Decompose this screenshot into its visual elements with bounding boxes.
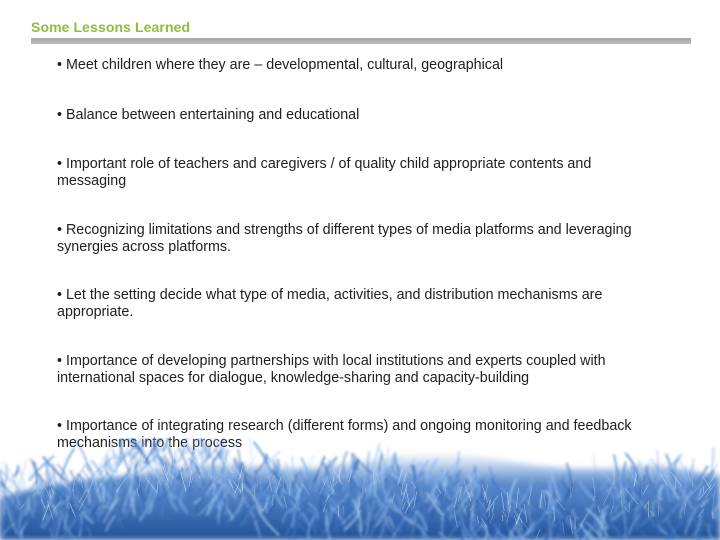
title-divider (31, 38, 691, 44)
bullet-text-line: • Meet children where they are – developmental, cultural, geographical (57, 57, 504, 73)
bullet-item (57, 353, 707, 387)
bullet-item (57, 222, 707, 256)
bullet-item (57, 287, 707, 321)
bullet-text-line: international spaces for dialogue, knowledge-sharing and capacity-building (57, 370, 530, 386)
bullet-item (57, 57, 707, 74)
bullet-text-line: messaging (57, 173, 127, 189)
fur-illustration (0, 438, 720, 540)
blue-fur-image (0, 438, 720, 540)
bullet-text-line: • Recognizing limitations and strengths of different types of media platforms and leveraging (57, 222, 632, 238)
bullet-item (57, 156, 707, 190)
bullet-text-line: • Important role of teachers and caregivers / of quality child appropriate contents and (57, 156, 592, 172)
bullet-text-line: synergies across platforms. (57, 239, 232, 255)
page-number: 18 (697, 519, 706, 528)
bullet-item (57, 107, 707, 124)
bullet-text-line: • Importance of developing partnerships with local institutions and experts coupled with (57, 353, 606, 369)
bullet-text-line: • Balance between entertaining and educational (57, 107, 360, 123)
bullet-text-line: • Importance of integrating research (different forms) and ongoing monitoring and feedback (57, 418, 632, 434)
bullet-text-line: appropriate. (57, 304, 134, 320)
bullet-text-line: • Let the setting decide what type of media, activities, and distribution mechanisms are (57, 287, 603, 303)
bullet-text-line: mechanisms into the process (57, 435, 243, 451)
slide-title: Some Lessons Learned (31, 19, 191, 35)
